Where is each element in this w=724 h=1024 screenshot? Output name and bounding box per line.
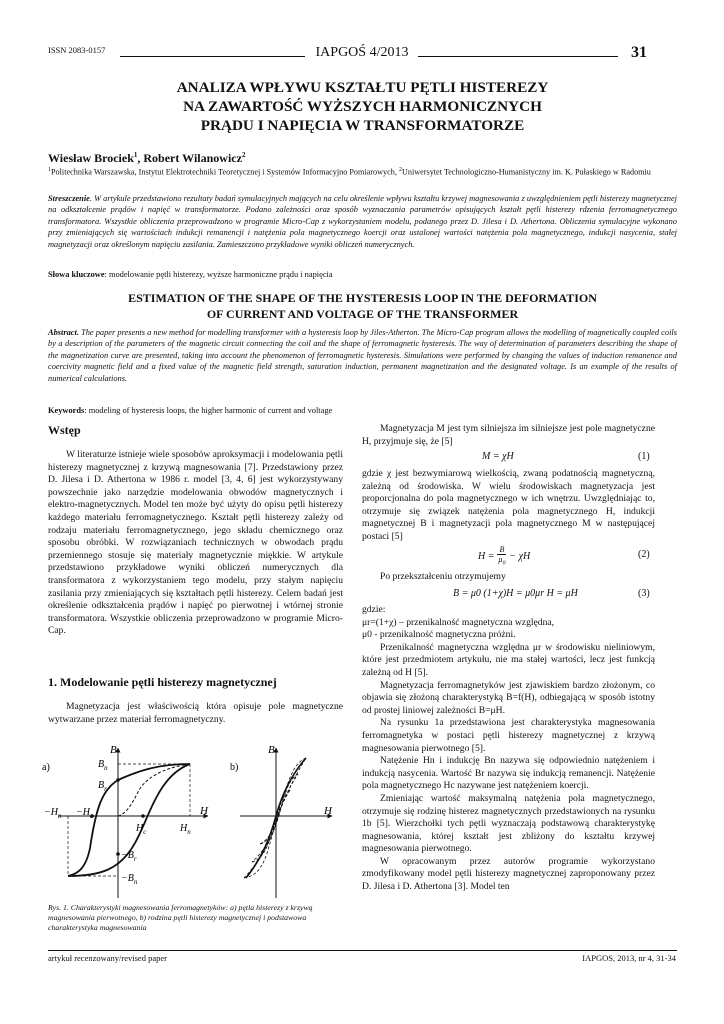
abstract-en-text: The paper presents a new method for modelling transformer with a hysteresis loop by Jiles-Atherton. The Micro-Cap program allows the modelling of magnetically coupled coils by a description of the parameters of the magnetic circuit connecting the coil and the shape of ferromagnetic hysteresis. The way of determination of parameters describing the shape of the magnetization curve are presented, taking into account the phenomenon of ferromagnetic hysteresis. Simulations were performed by changing the values of induction remanence and coercivity magnetic field and a fixed value of the magnetic field strength, saturation induction, permanent magnetization and the designated voltage. Is an example of the results of numerical calculations. bbox=[48, 328, 677, 383]
abstract-en-label: Abstract. bbox=[48, 328, 79, 337]
affil-2-sup: 2 bbox=[398, 167, 402, 173]
label-br-main: B bbox=[98, 780, 105, 791]
right-p8-text: Zmieniając wartość maksymalną natężenia pola magnetycznego, otrzymuje się rodzinę histerez magnetycznych przedstawionych na rysunku 1b [5]. Wierzchołki tych pętli wyznaczają podstawową charakterystykę magnesowania, której kształt jest zbliżony do kształtu krzywej magnesowania pierwotnego. bbox=[362, 792, 655, 855]
affil-2: Uniwersytet Technologiczno-Humanistyczny im. K. Pułaskiego w Radomiu bbox=[401, 167, 651, 177]
label-mhc-sub: c bbox=[89, 812, 94, 820]
point-hc bbox=[141, 814, 145, 818]
intro-paragraph bbox=[48, 449, 343, 638]
section1-text: Magnetyzacja jest właściwością która opisuje pole magnetyczne wytwarzane przez materiał ferromagnetyczny. bbox=[48, 701, 343, 725]
paper-title-pl bbox=[48, 78, 677, 135]
def-mu0: μ0 - przenikalność magnetyczna próżni. bbox=[362, 629, 516, 641]
abstract-pl-label: Streszczenie bbox=[48, 194, 90, 203]
keywords-pl bbox=[48, 269, 677, 280]
author-2: Robert Wilanowicz bbox=[143, 151, 242, 165]
label-mhc bbox=[76, 807, 94, 820]
label-h-axis-b: H bbox=[324, 805, 332, 817]
right-p9-text: W opracowanym przez autorów programie wykorzystano zmodyfikowany model pętli histerezy magnetycznej zaproponowany przez D. Jilesa i D. Athertona [3]. Model ten bbox=[362, 855, 655, 893]
affil-1-sup: 1 bbox=[48, 167, 51, 173]
label-mhc-main: −H bbox=[76, 807, 90, 818]
author-2-sup: 2 bbox=[241, 151, 246, 159]
right-p2-text: gdzie χ jest bezwymiarową wielkością, zwaną podatnością magnetyczną, zależną od środowiska. W wielu środowiskach magnetyzacja jest proporcjonalna do pola magnetycznego w ich wnętrzu. Uwzględniając to, otrzymuje się związek natężenia pola magnetycznego H, indukcji magnetycznej B i magnetyzacji pola magnetycznego M w następującej postaci [5] bbox=[362, 468, 655, 542]
intro-text: W literaturze istnieje wiele sposobów aproksymacji i modelowania pętli histerezy magnetycznej z krzywą magnesowania [7]. Przedstawiony przez D. Jilesa i D. Athertona w 1986 r. model [3, 4, 6] jest wykorzystywany powszechnie jako narzędzie modelowania obwodów magnetycznych i elektro-magnetycznych. Model ten może być użyty do opisu pętli histerezy każdego materiału ferromagnetycznego. Kształt pętli histerezy zależy od rodzaju materiału ferromagnetycznego, jego składu chemicznego oraz sposobu obróbki. W rozwiązaniach technicznych w obwodach prądu przemiennego stosuje się materiały magnetycznie miękkie. W artykule przedstawiono przykładowe wyniki obliczeń numerycznych dla transformatora z wykorzystaniem tego modelu, przy stałym napięciu zasilania przy zmieniających się kształtach pętli histerezy. Celem badań jest określenie odkształcenia prądów i napięć po pierwotnej i wtórnej stronie transformatora. Wszystkie obliczenia przeprowadzono w programie Micro-Cap. bbox=[48, 449, 343, 637]
label-br-sub: r bbox=[104, 785, 107, 793]
label-mbn bbox=[121, 873, 138, 886]
header-rule-left bbox=[120, 56, 305, 57]
label-mbr bbox=[121, 850, 137, 863]
author-sep: , bbox=[137, 151, 144, 165]
label-b-panel: b) bbox=[230, 762, 239, 773]
authors bbox=[48, 151, 245, 166]
label-bn bbox=[98, 759, 108, 772]
author-1: Wiesław Brociek bbox=[48, 151, 134, 165]
label-hn bbox=[179, 823, 191, 836]
footer-right: IAPGOS, 2013, nr 4, 31-34 bbox=[582, 953, 676, 963]
issn: ISSN 2083-0157 bbox=[48, 45, 106, 55]
eq2-numerator: B bbox=[499, 545, 505, 554]
section-heading-1: 1. Modelowanie pętli histerezy magnetycznej bbox=[48, 675, 277, 689]
page-number: 31 bbox=[631, 44, 647, 61]
right-p4-text: Przenikalność magnetyczna względna μr w środowisku nieliniowym, które jest przedmiotem artykułu, nie ma stałej wartości, lecz jest funkcją zależną od H [5]. bbox=[362, 641, 655, 678]
label-mbn-main: −B bbox=[121, 873, 134, 884]
label-b-axis-a: B bbox=[110, 744, 117, 756]
keywords-en bbox=[48, 405, 677, 416]
point-mbr bbox=[116, 852, 120, 856]
label-bn-main: B bbox=[98, 759, 105, 770]
right-p5-text: Magnetyzacja ferromagnetyków jest zjawiskiem bardzo złożonym, co objawia się złożoną charakterystyką B=f(H), odbiegającą w sposób istotny od prostej liniowej zależności B=μH. bbox=[362, 679, 655, 716]
abstract-pl-text: . W artykule przedstawiono rezultaty badań symulacyjnych mających na celu określenie wpływu kształtu krzywej magnesowania z uwzględnieniem pętli histerezy magnetycznej na odkształcenie prądów i napięć w transformatorze. Podano zależności oraz sposób wyznaczania parametrów opisujących kształt pętli histerezy rdzenia ferromagnetycznego transformatora. Wszystkie obliczenia przeprowadzono w programie Micro-Cap z wykorzystaniem modelu, podanego przez D. Jilesa i D. Athertona. Obliczenia symulacyjne wykonano przy zmieniających się wartościach indukcji remanencji i natężenia pola magnetycznego koercji oraz ustalonej wartości natężenia pola magnetycznego, indukcji nasycenia, stałej magnetyzacji oraz określonym napięciu zasilania. Zamieszczono przykładowe wyniki obliczeń numerycznych. bbox=[48, 194, 677, 249]
right-p1-text: Magnetyzacja M jest tym silniejsza im silniejsze jest pole magnetyczne H, przyjmuje się, że [5] bbox=[362, 423, 655, 447]
eq2-den-main: μ bbox=[498, 555, 503, 564]
title-en-line-2: OF CURRENT AND VOLTAGE OF THE TRANSFORMER bbox=[206, 307, 519, 321]
keywords-pl-text: : modelowanie pętli histerezy, wyższe harmoniczne prądu i napięcia bbox=[104, 270, 333, 279]
label-bn-sub: n bbox=[104, 764, 108, 772]
label-a: a) bbox=[42, 762, 50, 773]
affiliations bbox=[48, 165, 677, 178]
label-mbr-main: −B bbox=[121, 850, 134, 861]
label-mhn bbox=[44, 807, 62, 820]
initial-magnetization-curve bbox=[118, 764, 190, 816]
right-col-defs bbox=[362, 604, 655, 894]
footer-left: artykuł recenzowany/revised paper bbox=[48, 953, 167, 963]
eq2-denominator bbox=[498, 555, 505, 569]
title-en-line-1: ESTIMATION OF THE SHAPE OF THE HYSTERESIS LOOP IN THE DEFORMATION bbox=[128, 291, 597, 305]
abstract-en bbox=[48, 327, 677, 384]
equation-1-number: (1) bbox=[638, 451, 650, 462]
defs-intro: gdzie: bbox=[362, 604, 386, 615]
label-mhn-main: −H bbox=[44, 807, 58, 818]
equation-1: M = χH bbox=[482, 451, 514, 462]
equation-2 bbox=[478, 545, 530, 569]
eq2-den-sub: 0 bbox=[502, 560, 506, 567]
label-hc-main: H bbox=[136, 823, 144, 834]
label-mbr-sub: r bbox=[133, 855, 137, 863]
label-mhn-sub: n bbox=[57, 812, 62, 820]
right-p7-text: Natężenie Hn i indukcję Bn nazywa się odpowiednio natężeniem i indukcją nasycenia. Wartość Br nazywa się indukcją remanencji. Natężenie pola magnetycznego Hc nazywane jest natężeniem koercji. bbox=[362, 755, 655, 792]
equation-3: B = μ0 (1+χ)H = μ0μr H = μH bbox=[453, 588, 578, 599]
label-br bbox=[98, 780, 107, 793]
right-col-p3 bbox=[362, 571, 655, 584]
section1-paragraph bbox=[48, 701, 343, 726]
right-p6-text: Na rysunku 1a przedstawiona jest charakterystyka magnesowania ferromagnetyka w postaci pętli histerezy magnetycznej z krzywą magnesowania pierwotnego [5]. bbox=[362, 717, 655, 754]
title-line-2: NA ZAWARTOŚĆ WYŻSZYCH HARMONICZNYCH bbox=[183, 98, 542, 115]
label-h-axis-a: H bbox=[200, 805, 208, 817]
affil-1: Politechnika Warszawska, Instytut Elektrotechniki Teoretycznej i Systemów Informacyjno Pomiarowych, bbox=[51, 167, 399, 177]
hysteresis-figure bbox=[40, 738, 340, 900]
eq2-fraction bbox=[497, 545, 506, 569]
author-1-sup: 1 bbox=[133, 151, 138, 159]
title-line-3: PRĄDU I NAPIĘCIA W TRANSFORMATORZE bbox=[200, 117, 525, 134]
paper-title-en bbox=[48, 290, 677, 322]
keywords-pl-label: Słowa kluczowe bbox=[48, 270, 105, 279]
journal-title: IAPGOŚ 4/2013 bbox=[315, 45, 409, 60]
right-col-p2 bbox=[362, 468, 655, 544]
label-hn-main: H bbox=[180, 823, 188, 834]
def-mur: μr=(1+χ) – przenikalność magnetyczna względna, bbox=[362, 616, 555, 628]
equation-3-number: (3) bbox=[638, 588, 650, 599]
figure-caption: Rys. 1. Charakterystyki magnesowania ferromagnetyków: a) pętla histerezy z krzywą magnesowania pierwotnego, b) rodzina pętli histerezy magnetycznej i podstawowa charakterystyka magnesowania bbox=[48, 903, 313, 932]
header-rule-right bbox=[418, 56, 618, 57]
footer-rule bbox=[48, 950, 677, 951]
section-heading-intro: Wstęp bbox=[48, 423, 81, 437]
eq2-lhs: H = bbox=[478, 551, 495, 563]
keywords-en-label: Keywords bbox=[48, 406, 85, 415]
title-line-1: ANALIZA WPŁYWU KSZTAŁTU PĘTLI HISTEREZY bbox=[176, 79, 549, 96]
abstract-pl bbox=[48, 193, 677, 250]
label-hc-sub: c bbox=[143, 828, 147, 836]
keywords-en-text: : modeling of hysteresis loops, the higher harmonic of current and voltage bbox=[84, 406, 333, 415]
right-p3-text: Po przekształceniu otrzymujemy bbox=[380, 571, 506, 582]
right-col-p1 bbox=[362, 423, 655, 448]
eq2-rhs: − χH bbox=[509, 551, 531, 563]
label-hc bbox=[135, 823, 147, 836]
label-b-axis-b: B bbox=[268, 744, 275, 756]
point-br bbox=[116, 778, 120, 782]
equation-2-number: (2) bbox=[638, 549, 650, 560]
label-mbn-sub: n bbox=[133, 878, 138, 886]
label-hn-sub: n bbox=[187, 828, 191, 836]
